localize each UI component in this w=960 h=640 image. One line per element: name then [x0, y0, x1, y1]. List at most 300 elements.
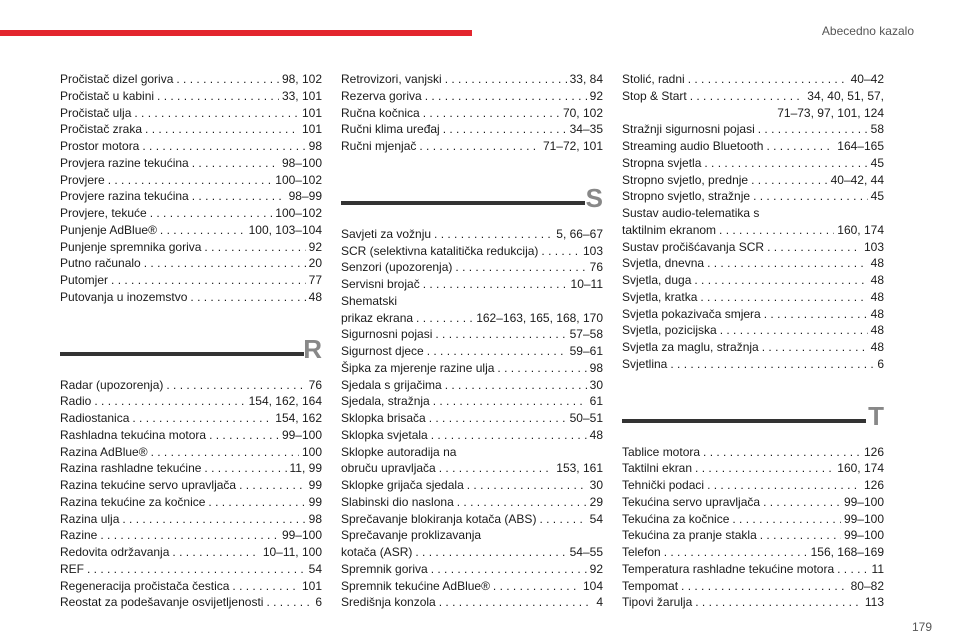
- entry-pages: 99–100: [843, 511, 884, 526]
- index-entry: [622, 205, 884, 222]
- index-entry: [60, 410, 322, 427]
- leader-dots: [497, 360, 586, 377]
- entry-term: Tablice motora: [622, 444, 701, 459]
- index-entry: [622, 71, 884, 88]
- index-entry: [341, 460, 603, 477]
- leader-dots: [439, 460, 554, 477]
- entry-pages: 48: [870, 340, 884, 354]
- entry-pages: 103: [863, 239, 884, 254]
- entry-pages: 99–100: [843, 528, 884, 543]
- index-entry: [60, 222, 322, 239]
- index-entry: [622, 289, 884, 306]
- index-entry: [60, 155, 322, 172]
- entry-term: Punjenje AdBlue®: [60, 222, 157, 237]
- entry-pages: 99–100: [843, 494, 884, 509]
- leader-dots: [695, 594, 862, 611]
- leader-dots: [541, 243, 580, 260]
- entry-term: Shematski: [341, 293, 398, 308]
- leader-dots: [172, 544, 259, 561]
- entry-pages: 76: [589, 260, 603, 275]
- entry-term: Slabinski dio naslona: [341, 494, 454, 509]
- entry-term: Rashladna tekućina motora: [60, 427, 207, 442]
- leader-dots: [145, 121, 299, 138]
- index-entry: [341, 427, 603, 444]
- leader-dots: [443, 121, 567, 138]
- leader-dots: [144, 255, 306, 272]
- entry-term: obruču upravljača: [341, 461, 436, 476]
- leader-dots: [94, 393, 245, 410]
- index-entry: [341, 243, 603, 260]
- entry-pages: 92: [589, 561, 603, 576]
- entry-term: Spremnik goriva: [341, 561, 428, 576]
- entry-term: Ručni mjenjač: [341, 139, 417, 153]
- index-column-3: [622, 71, 884, 611]
- index-entry: [622, 444, 884, 461]
- entry-pages: 98: [308, 139, 322, 153]
- index-entry: [622, 222, 884, 239]
- entry-pages: 154, 162: [275, 411, 322, 425]
- section-header: [622, 397, 884, 441]
- leader-dots: [176, 71, 279, 88]
- entry-term: Razina rashladne tekućine: [60, 461, 202, 476]
- index-entry: [60, 444, 322, 461]
- index-entry: [60, 138, 322, 155]
- entry-term: Tekućina servo upravljača: [622, 494, 761, 509]
- index-entry: [60, 272, 322, 289]
- entry-pages: 48: [308, 289, 322, 304]
- entry-term: prikaz ekrana: [341, 310, 414, 325]
- section-divider: [60, 352, 304, 356]
- entry-term: Središnja konzola: [341, 595, 436, 610]
- entry-term: Radiostanica: [60, 411, 130, 425]
- index-entry: [622, 527, 884, 544]
- index-entry: [622, 155, 884, 172]
- index-entry: [60, 239, 322, 256]
- entry-pages: 50–51: [569, 411, 603, 425]
- entry-pages: 40–42, 44: [830, 172, 884, 187]
- entry-pages: 48: [589, 427, 603, 442]
- entry-pages: 70, 102: [562, 105, 603, 120]
- entry-term: Pročistač u kabini: [60, 88, 155, 103]
- leader-dots: [209, 427, 279, 444]
- entry-term: Sjedala s grijačima: [341, 377, 442, 392]
- entry-term: Pročistač zraka: [60, 122, 143, 137]
- entry-term: Savjeti za vožnju: [341, 226, 432, 241]
- entry-term: Reostat za podešavanje osvijetljenosti: [60, 595, 264, 610]
- entry-term: Radio: [60, 394, 92, 409]
- index-entry: [60, 594, 322, 611]
- entry-pages: 160, 174: [837, 461, 884, 476]
- entry-pages: 5, 66–67: [556, 226, 603, 241]
- entry-pages: 156, 168–169: [810, 545, 884, 559]
- entry-pages: 48: [870, 289, 884, 304]
- leader-dots: [758, 121, 868, 138]
- entry-pages: 48: [870, 323, 884, 338]
- entry-pages: 54–55: [569, 545, 603, 559]
- section-letter: T: [868, 400, 884, 431]
- entry-term: Radar (upozorenja): [60, 377, 164, 392]
- index-entry: [622, 121, 884, 138]
- entry-term: Sprečavanje proklizavanja: [341, 528, 482, 543]
- leader-dots: [767, 239, 861, 256]
- leader-dots: [455, 259, 586, 276]
- entry-term: Regeneracija pročistača čestica: [60, 578, 230, 593]
- entry-pages: 98: [308, 511, 322, 526]
- leader-dots: [700, 289, 867, 306]
- entry-pages: 153, 161: [556, 461, 603, 476]
- index-entry: [341, 444, 603, 461]
- entry-pages: 6: [877, 356, 884, 371]
- index-entry: [622, 477, 884, 494]
- entry-pages: 54: [589, 511, 603, 526]
- index-entry: [341, 561, 603, 578]
- entry-term: Sklopka svjetala: [341, 427, 428, 442]
- entry-term: Ručna kočnica: [341, 105, 420, 120]
- entry-term: Tekućina za pranje stakla: [622, 528, 757, 543]
- entry-term: Sklopka brisača: [341, 411, 426, 425]
- entry-term: Provjera razine tekućina: [60, 155, 189, 170]
- index-entry: [622, 594, 884, 611]
- entry-term: Razina tekućine za kočnice: [60, 494, 206, 509]
- entry-term: taktilnim ekranom: [622, 222, 717, 237]
- leader-dots: [670, 356, 874, 373]
- entry-term: Stražnji sigurnosni pojasi: [622, 122, 755, 137]
- entry-term: Razine: [60, 528, 98, 543]
- entry-pages: 20: [308, 256, 322, 271]
- index-entry: [622, 322, 884, 339]
- entry-pages: 99: [308, 494, 322, 509]
- leader-dots: [434, 226, 553, 243]
- index-entry: [622, 339, 884, 356]
- entry-term: Pročistač dizel goriva: [60, 72, 174, 86]
- leader-dots: [753, 188, 868, 205]
- leader-dots: [764, 306, 868, 323]
- index-entry: [60, 460, 322, 477]
- section-header: [60, 330, 322, 374]
- leader-dots: [423, 105, 560, 122]
- index-entry: [60, 205, 322, 222]
- entry-pages: 160, 174: [837, 222, 884, 237]
- index-entry: [341, 259, 603, 276]
- index-entry: [341, 527, 603, 544]
- entry-term: Putno računalo: [60, 256, 141, 271]
- entry-term: Servisni brojač: [341, 277, 420, 291]
- entry-term: Redovita održavanja: [60, 545, 170, 559]
- entry-pages: 6: [315, 595, 322, 610]
- index-entry: [622, 172, 884, 189]
- leader-dots: [720, 322, 868, 339]
- entry-pages: 100: [301, 444, 322, 459]
- entry-pages: 59–61: [569, 344, 603, 358]
- leader-dots: [157, 88, 279, 105]
- index-entry: [622, 272, 884, 289]
- leader-dots: [239, 477, 306, 494]
- index-entry: [60, 544, 322, 561]
- entry-term: Putomjer: [60, 273, 109, 287]
- entry-pages: 71–73, 97, 101, 124: [777, 105, 884, 120]
- entry-term: Svjetla, dnevna: [622, 256, 705, 271]
- index-entry: [60, 289, 322, 306]
- index-entry: [341, 88, 603, 105]
- entry-pages: 45: [870, 189, 884, 204]
- index-entry: [341, 477, 603, 494]
- leader-dots: [166, 377, 305, 394]
- leader-dots: [704, 155, 867, 172]
- entry-term: Razina ulja: [60, 511, 120, 526]
- leader-dots: [664, 544, 808, 561]
- entry-pages: 126: [863, 444, 884, 459]
- entry-pages: 80–82: [850, 578, 884, 593]
- entry-term: Provjere, tekuće: [60, 206, 147, 220]
- index-entry: [341, 410, 603, 427]
- index-entry: [622, 188, 884, 205]
- index-entry: [341, 121, 603, 138]
- index-entry: [60, 527, 322, 544]
- entry-pages: 101: [301, 578, 322, 593]
- entry-term: Tipovi žarulja: [622, 595, 693, 610]
- entry-pages: 98–99: [288, 189, 322, 204]
- index-entry: [341, 494, 603, 511]
- leader-dots: [707, 255, 868, 272]
- entry-term: Razina tekućine servo upravljača: [60, 478, 237, 492]
- leader-dots: [694, 272, 867, 289]
- index-entry: [622, 356, 884, 373]
- leader-dots: [419, 138, 540, 155]
- entry-pages: 30: [589, 478, 603, 492]
- header-accent-bar: [0, 30, 472, 36]
- leader-dots: [425, 88, 587, 105]
- entry-term: Šipka za mjerenje razine ulja: [341, 360, 495, 375]
- entry-term: Stolić, radni: [622, 72, 685, 86]
- entry-pages: 100–102: [275, 172, 322, 187]
- entry-term: Svjetlina: [622, 356, 668, 371]
- index-entry: [60, 561, 322, 578]
- index-entry: [622, 255, 884, 272]
- leader-dots: [190, 289, 305, 306]
- entry-pages: 99–100: [281, 427, 322, 442]
- leader-dots: [415, 544, 566, 561]
- entry-term: Svjetla za maglu, stražnja: [622, 340, 759, 354]
- entry-term: Spremnik tekućine AdBlue®: [341, 578, 490, 593]
- index-entry: [60, 578, 322, 595]
- index-entry: [622, 494, 884, 511]
- entry-pages: 113: [864, 595, 884, 610]
- index-entry: [341, 138, 603, 155]
- leader-dots: [142, 138, 305, 155]
- entry-term: Temperatura rashladne tekućine motora: [622, 561, 835, 576]
- leader-dots: [192, 188, 286, 205]
- entry-pages: 164–165: [837, 139, 884, 153]
- leader-dots: [416, 310, 473, 327]
- leader-dots: [681, 578, 848, 595]
- index-entry: [622, 88, 884, 105]
- entry-term: Sustav pročišćavanja SCR: [622, 239, 765, 254]
- leader-dots: [87, 561, 306, 578]
- entry-pages: 104: [582, 578, 603, 593]
- leader-dots: [150, 205, 273, 222]
- entry-pages: 40–42: [850, 72, 884, 86]
- leader-dots: [423, 276, 568, 293]
- leader-dots: [204, 460, 286, 477]
- entry-pages: 77: [308, 273, 322, 287]
- entry-pages: 48: [870, 256, 884, 271]
- entry-term: Sigurnosni pojasi: [341, 327, 433, 342]
- entry-pages: 33, 101: [281, 88, 322, 103]
- entry-pages: 4: [596, 595, 603, 610]
- index-entry: [341, 393, 603, 410]
- index-entry: [60, 393, 322, 410]
- leader-dots: [132, 410, 272, 427]
- entry-pages: 76: [308, 377, 322, 392]
- leader-dots: [467, 477, 587, 494]
- index-entry: [622, 578, 884, 595]
- index-entry: [341, 511, 603, 528]
- entry-pages: 10–11: [570, 277, 603, 291]
- entry-term: Razina AdBlue®: [60, 444, 148, 459]
- entry-term: Provjere: [60, 172, 105, 187]
- index-entry: [341, 71, 603, 88]
- entry-pages: 103: [582, 243, 603, 258]
- index-entry: [341, 594, 603, 611]
- leader-dots: [766, 138, 834, 155]
- leader-dots: [762, 339, 868, 356]
- index-entry: [60, 477, 322, 494]
- entry-term: Prostor motora: [60, 139, 140, 153]
- section-divider: [622, 419, 866, 423]
- leader-dots: [695, 460, 834, 477]
- leader-dots: [707, 477, 861, 494]
- entry-term: Tehnički podaci: [622, 478, 705, 492]
- entry-term: Sklopke grijača sjedala: [341, 478, 464, 492]
- entry-pages: 48: [870, 273, 884, 287]
- index-entry: [341, 105, 603, 122]
- entry-term: Sjedala, stražnja: [341, 394, 430, 409]
- section-letter: S: [585, 182, 603, 213]
- index-entry: [341, 544, 603, 561]
- entry-term: Taktilni ekran: [622, 461, 693, 476]
- entry-term: SCR (selektivna katalitička redukcija): [341, 243, 539, 258]
- leader-dots: [445, 377, 587, 394]
- entry-term: Stop & Start: [622, 88, 687, 103]
- entry-term: Stropna svjetla: [622, 155, 702, 170]
- index-entry: [60, 511, 322, 528]
- entry-term: REF: [60, 561, 84, 576]
- entry-term: Rezerva goriva: [341, 88, 422, 103]
- entry-pages: 101: [301, 105, 322, 120]
- entry-pages: 99–100: [281, 528, 322, 543]
- entry-pages: 54: [308, 561, 322, 576]
- entry-term: Svjetla pokazivača smjera: [622, 306, 761, 321]
- entry-pages: 11, 99: [289, 461, 322, 476]
- leader-dots: [134, 105, 299, 122]
- section-letter: R: [303, 333, 322, 364]
- leader-dots: [111, 272, 306, 289]
- entry-pages: 33, 84: [569, 72, 603, 86]
- leader-dots: [690, 88, 805, 105]
- entry-term: Sklopke autoradija na: [341, 444, 457, 459]
- index-entry: [60, 71, 322, 88]
- index-entry: [622, 105, 884, 122]
- leader-dots: [122, 511, 305, 528]
- entry-pages: 48: [870, 306, 884, 321]
- entry-term: Svjetla, pozicijska: [622, 323, 717, 338]
- entry-term: kotača (ASR): [341, 545, 413, 559]
- section-divider: [341, 201, 585, 205]
- index-entry: [60, 494, 322, 511]
- entry-pages: 162–163, 165, 168, 170: [476, 310, 603, 325]
- leader-dots: [760, 527, 841, 544]
- leader-dots: [445, 71, 567, 88]
- index-entry: [341, 360, 603, 377]
- leader-dots: [457, 494, 587, 511]
- index-entry: [341, 226, 603, 243]
- entry-term: Sprečavanje blokiranja kotača (ABS): [341, 511, 537, 526]
- index-entry: [60, 105, 322, 122]
- leader-dots: [427, 343, 567, 360]
- page-number: 179: [911, 620, 932, 634]
- entry-pages: 71–72, 101: [542, 139, 603, 153]
- entry-term: Telefon: [622, 545, 661, 559]
- leader-dots: [719, 222, 834, 239]
- index-entry: [341, 310, 603, 327]
- index-entry: [341, 293, 603, 310]
- entry-pages: 101: [301, 122, 322, 137]
- leader-dots: [751, 172, 828, 189]
- leader-dots: [837, 561, 868, 578]
- leader-dots: [151, 444, 299, 461]
- leader-dots: [108, 172, 273, 189]
- entry-term: Ručni klima uređaj: [341, 122, 440, 137]
- leader-dots: [493, 578, 580, 595]
- section-header: [341, 179, 603, 223]
- entry-term: Stropno svjetlo, stražnje: [622, 189, 751, 204]
- leader-dots: [539, 511, 586, 528]
- entry-pages: 10–11, 100: [262, 545, 322, 559]
- leader-dots: [204, 239, 305, 256]
- index-entry: [341, 326, 603, 343]
- entry-pages: 34–35: [569, 122, 603, 137]
- index-entry: [622, 138, 884, 155]
- index-entry: [60, 88, 322, 105]
- index-entry: [60, 377, 322, 394]
- leader-dots: [763, 494, 841, 511]
- leader-dots: [435, 326, 566, 343]
- index-column-1: [60, 71, 322, 611]
- index-entry: [622, 544, 884, 561]
- index-entry: [622, 306, 884, 323]
- index-entry: [622, 460, 884, 477]
- leader-dots: [431, 427, 587, 444]
- entry-pages: 98, 102: [281, 72, 322, 86]
- index-entry: [341, 343, 603, 360]
- entry-pages: 34, 40, 51, 57,: [807, 88, 884, 103]
- leader-dots: [160, 222, 246, 239]
- entry-pages: 126: [863, 478, 884, 492]
- leader-dots: [232, 578, 299, 595]
- page-header-title: Abecedno kazalo: [821, 24, 914, 38]
- leader-dots: [208, 494, 305, 511]
- index-column-2: [341, 71, 603, 611]
- entry-term: Svjetla, duga: [622, 273, 692, 287]
- index-entry: [60, 121, 322, 138]
- index-entry: [622, 511, 884, 528]
- entry-term: Retrovizori, vanjski: [341, 72, 442, 86]
- entry-term: Tempomat: [622, 578, 679, 593]
- entry-term: Provjere razina tekućina: [60, 189, 189, 204]
- entry-term: Senzori (upozorenja): [341, 260, 453, 275]
- index-entry: [622, 239, 884, 256]
- entry-term: Putovanja u inozemstvo: [60, 289, 188, 304]
